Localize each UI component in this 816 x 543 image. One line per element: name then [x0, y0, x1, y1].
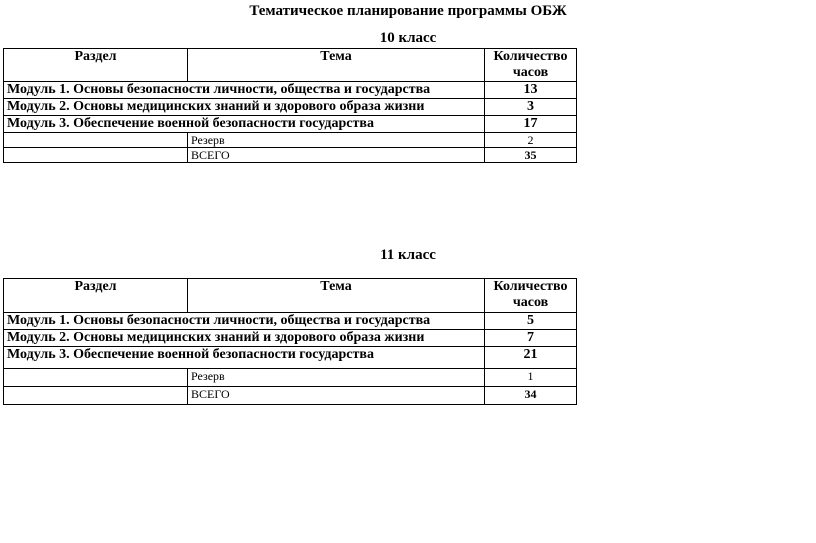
- module-hours: 21: [485, 347, 577, 369]
- total-label: ВСЕГО: [188, 387, 485, 405]
- module-label: Модуль 3. Обеспечение военной безопасности государства: [4, 347, 485, 369]
- module-hours: 17: [485, 116, 577, 133]
- header-topic: Тема: [188, 49, 485, 82]
- table-header-row: [4, 49, 577, 82]
- reserve-label: Резерв: [188, 133, 485, 148]
- table-row: [4, 369, 577, 387]
- module-label: Модуль 2. Основы медицинских знаний и здорового образа жизни: [4, 99, 485, 116]
- header-section: Раздел: [4, 279, 188, 313]
- empty-cell: [4, 387, 188, 405]
- total-hours: 34: [485, 387, 577, 405]
- module-label: Модуль 1. Основы безопасности личности, общества и государства: [4, 82, 485, 99]
- header-count: Количество часов: [485, 49, 577, 82]
- module-hours: 13: [485, 82, 577, 99]
- table-row: [4, 330, 577, 347]
- table-row: [4, 148, 577, 163]
- table-row: [4, 347, 577, 369]
- module-hours: 7: [485, 330, 577, 347]
- module-hours: 3: [485, 99, 577, 116]
- table-row: [4, 116, 577, 133]
- table-header-row: [4, 279, 577, 313]
- table-row: [4, 82, 577, 99]
- header-topic: Тема: [188, 279, 485, 313]
- empty-cell: [4, 133, 188, 148]
- reserve-label: Резерв: [188, 369, 485, 387]
- plan-table-grade-11: [3, 278, 577, 405]
- empty-cell: [4, 148, 188, 163]
- table-row: [4, 133, 577, 148]
- module-label: Модуль 2. Основы медицинских знаний и здорового образа жизни: [4, 330, 485, 347]
- module-hours: 5: [485, 313, 577, 330]
- total-label: ВСЕГО: [188, 148, 485, 163]
- module-label: Модуль 1. Основы безопасности личности, общества и государства: [4, 313, 485, 330]
- reserve-hours: 2: [485, 133, 577, 148]
- header-count: Количество часов: [485, 279, 577, 313]
- table-row: [4, 387, 577, 405]
- grade-10-heading: 10 класс: [379, 30, 437, 46]
- empty-cell: [4, 369, 188, 387]
- reserve-hours: 1: [485, 369, 577, 387]
- grade-11-heading: 11 класс: [380, 247, 436, 263]
- module-label: Модуль 3. Обеспечение военной безопасности государства: [4, 116, 485, 133]
- total-hours: 35: [485, 148, 577, 163]
- plan-table-grade-10: [3, 48, 577, 163]
- document-title: Тематическое планирование программы ОБЖ: [249, 3, 567, 19]
- table-row: [4, 99, 577, 116]
- table-row: [4, 313, 577, 330]
- header-section: Раздел: [4, 49, 188, 82]
